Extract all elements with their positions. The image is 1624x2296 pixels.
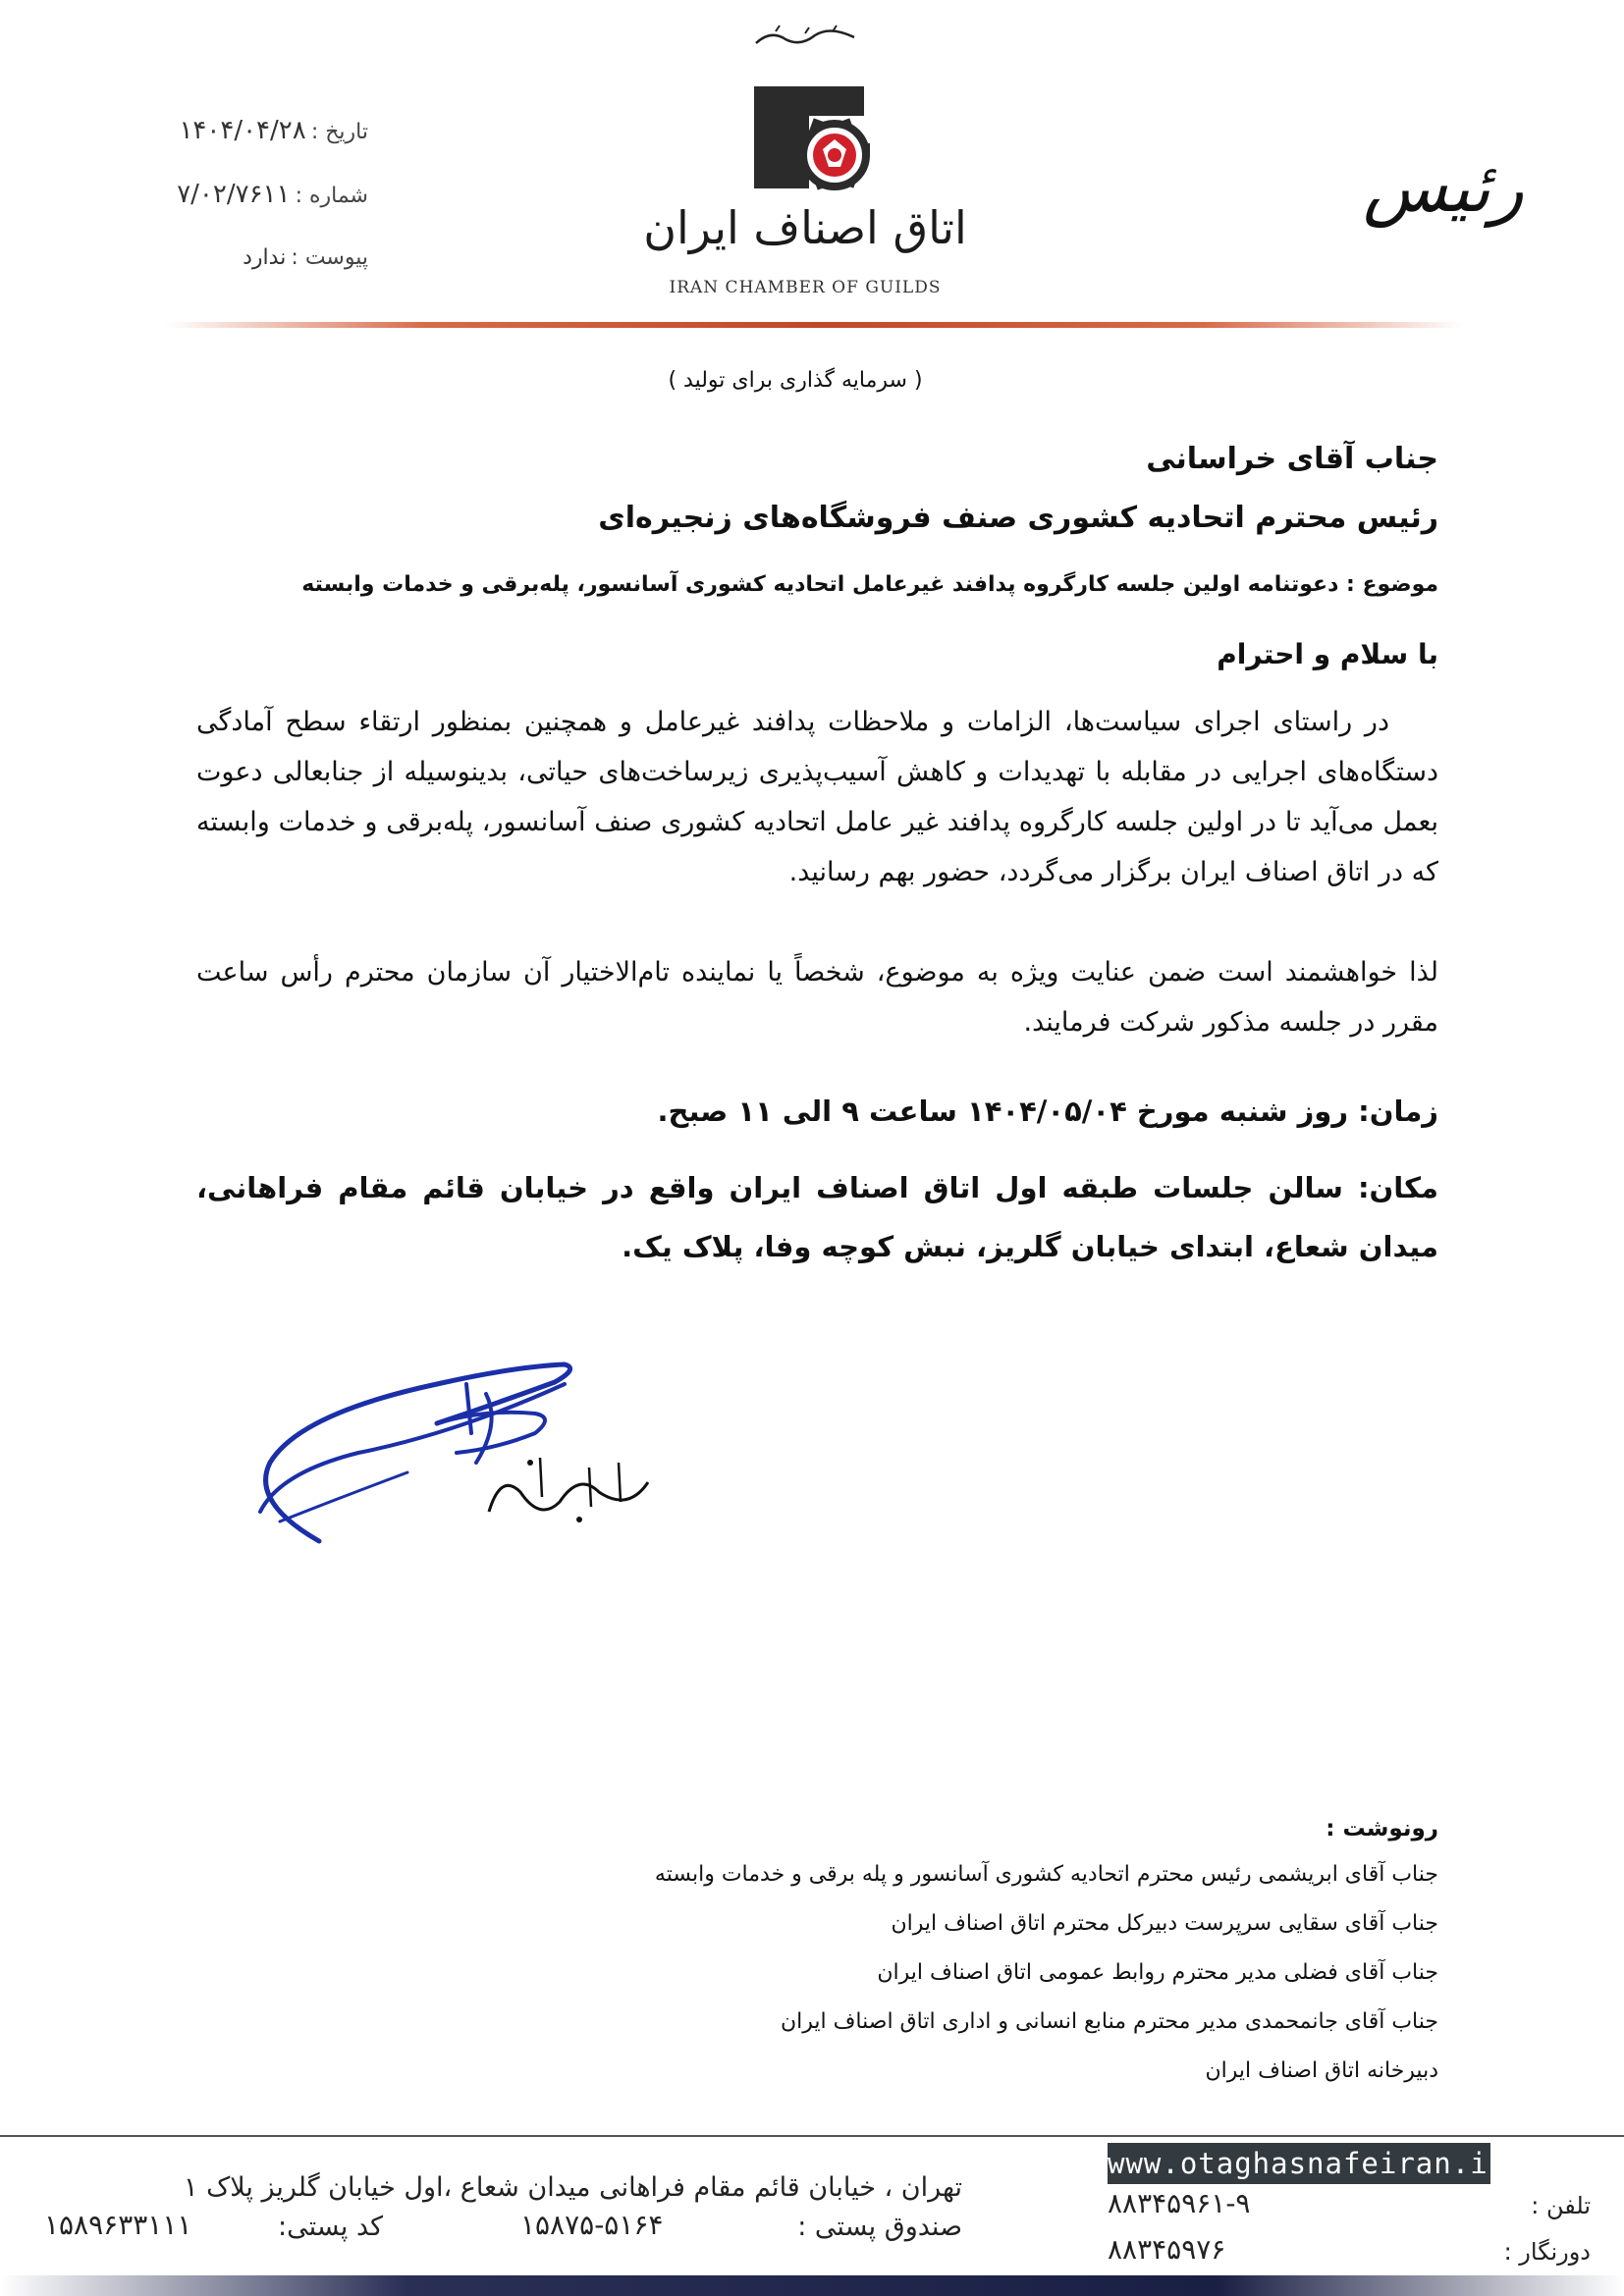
date-value: ۱۴۰۴/۰۴/۲۸ [179, 116, 306, 145]
paragraph-invitation-text: در راستای اجرای سیاست‌ها، الزامات و ملاحظات پدافند غیرعامل و همچنین بمنظور ارتقاء سطح آمادگی دستگاه‌های اجرایی در مقابله با تهدیدات و کاهش آسیب‌پذیری زیرساخت‌های حیاتی، بدینوسیله از جنابعالی دعوت بعمل می‌آید تا در اولین جلسه کارگروه پدافند غیر عامل اتحادیه کشوری صنف آسانسور، پله‌برقی و خدمات وابسته که در اتاق اصناف ایران برگزار می‌گردد، حضور بهم رسانید. [196, 707, 1438, 887]
footer-postal-value: ۱۵۸۹۶۳۳۱۱۱ [44, 2209, 192, 2241]
motto: ( سرمایه گذاری برای تولید ) [668, 368, 923, 393]
footer-divider [0, 2135, 1624, 2137]
attachment-label: پیوست : [291, 245, 368, 270]
iran-chamber-logo [746, 79, 884, 196]
bismillah-calligraphy [746, 22, 864, 56]
cc-list [491, 1850, 1438, 2096]
gear-logo-icon [746, 79, 884, 196]
greeting: با سلام و احترام [1217, 638, 1438, 670]
attachment-row [113, 245, 368, 270]
footer-website[interactable]: www.otaghasnafeiran.ir [1108, 2143, 1490, 2184]
cc-item: جناب آقای سقایی سرپرست دبیرکل محترم اتاق اصناف ایران [891, 1911, 1438, 1936]
footer-fax-label: دورنگار : [1503, 2238, 1591, 2266]
addressee-title: رئیس محترم اتحادیه کشوری صنف فروشگاه‌های زنجیره‌ای [598, 501, 1438, 535]
cc-item: دبیرخانه اتاق اصناف ایران [1205, 2058, 1438, 2083]
paragraph-request: لذا خواهشمند است ضمن عنایت ویژه به موضوع، شخصاً یا نماینده تام‌الاختیار آن سازمان محترم رأس ساعت مقرر در جلسه مذکور شرکت فرمایند. [196, 957, 1438, 1038]
org-name-en: IRAN CHAMBER OF GUILDS [669, 278, 942, 297]
number-value: ۷/۰۲/۷۶۱۱ [177, 180, 291, 209]
footer-pobox-label: صندوق پستی : [797, 2212, 962, 2242]
footer-postal-label: کد پستی: [278, 2212, 383, 2242]
paragraph-invitation [196, 697, 1438, 897]
footer-address: تهران ، خیابان قائم مقام فراهانی میدان شعاع ،اول خیابان گلریز پلاک ۱ [183, 2172, 962, 2203]
attachment-value: ندارد [243, 245, 287, 270]
cc-item: جناب آقای ابریشمی رئیس محترم اتحادیه کشوری آسانسور و پله برقی و خدمات وابسته [654, 1862, 1438, 1887]
date-row [113, 116, 368, 145]
letterhead-title: رئیس [1363, 147, 1524, 228]
signatory-calligraphy-icon [481, 1443, 658, 1531]
letter-subject: موضوع : دعوتنامه اولین جلسه کارگروه پدافند غیرعامل اتحادیه کشوری آسانسور، پله‌برقی و خدمات وابسته [301, 572, 1438, 597]
signatory-name-handwritten [481, 1443, 658, 1531]
meeting-time: زمان: روز شنبه مورخ ۱۴۰۴/۰۵/۰۴ ساعت ۹ الی ۱۱ صبح. [657, 1095, 1438, 1128]
footer-phone-value: ۸۸۳۴۵۹۶۱-۹ [1108, 2187, 1251, 2219]
footer-phone-label: تلفن : [1531, 2192, 1591, 2219]
org-name-fa: اتاق اصناف ایران [643, 201, 967, 254]
footer-bottom-bar [0, 2275, 1624, 2296]
cc-item: جناب آقای فضلی مدیر محترم روابط عمومی اتاق اصناف ایران [877, 1960, 1438, 1985]
date-label: تاریخ : [310, 120, 368, 144]
number-row [113, 180, 368, 209]
number-label: شماره : [295, 184, 368, 208]
footer-pobox-value: ۱۵۸۷۵-۵۱۶۴ [520, 2209, 664, 2241]
bismillah-glyph [746, 22, 864, 51]
cc-item: جناب آقای جانمحمدی مدیر محترم منابع انسانی و اداری اتاق اصناف ایران [780, 2009, 1438, 2034]
meeting-place: مکان: سالن جلسات طبقه اول اتاق اصناف ایران واقع در خیابان قائم مقام فراهانی، میدان شعاع، ابتدای خیابان گلریز، نبش کوچه وفا، پلاک یک. [196, 1171, 1438, 1263]
cc-title: رونوشت : [1326, 1816, 1438, 1842]
addressee-name: جناب آقای خراسانی [1146, 442, 1438, 476]
header-divider [167, 322, 1463, 328]
footer-fax-value: ۸۸۳۴۵۹۷۶ [1108, 2233, 1226, 2266]
